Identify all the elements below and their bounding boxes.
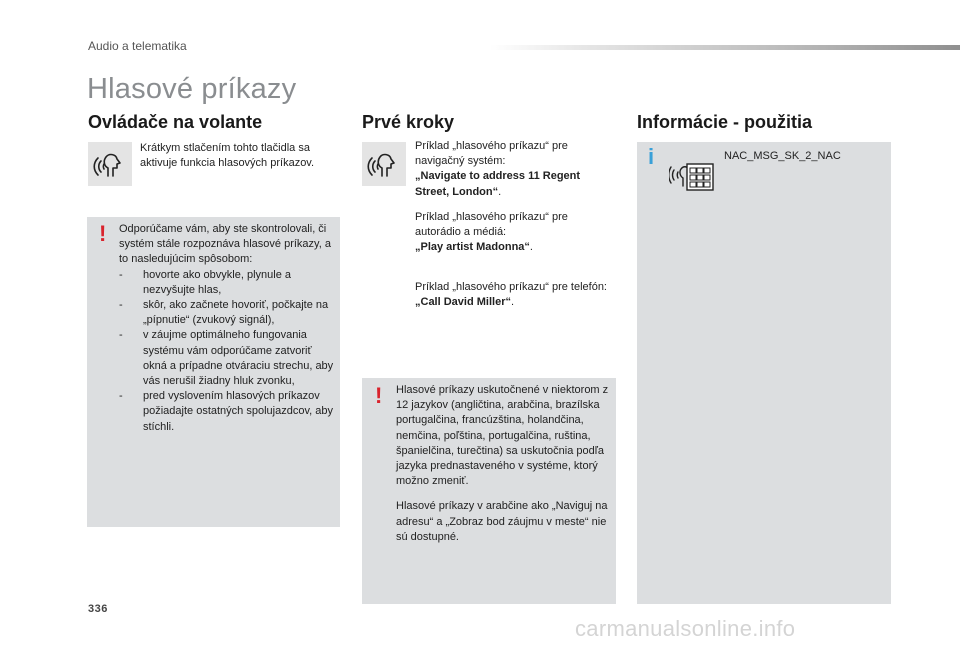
example-navigation: [415, 139, 610, 200]
watermark: carmanualsonline.info: [575, 616, 796, 641]
example-end: .: [529, 241, 533, 254]
warning-text-steering: [119, 222, 337, 435]
list-item: - skôr, ako začnete hovoriť, počkajte na „pípnutie“ (zvukový signál),: [119, 298, 337, 328]
list-item: - v záujme optimálneho fungovania systému vám odporúčame zatvoriť okná a prípadne otváraciu strechu, aby vás nerušil žiadny hluk zvonku,: [119, 328, 337, 389]
warning-paragraph: Hlasové príkazy uskutočnené v niektorom z 12 jazykov (angličtina, arabčina, brazílska portugalčina, francúzština, holandčina, nemčina, poľština, portugalčina, ruština, španielčina, turečtina) sa uskutočnia podľa jazyka prednastaveného v systéme, ktorý možno zmeniť.: [396, 384, 609, 488]
example-end: .: [498, 185, 502, 198]
list-item: - hovorte ako obvykle, plynule a nezvyšujte hlas,: [119, 268, 337, 298]
header-bar: [490, 45, 960, 50]
voice-command-icon: [88, 142, 132, 186]
example-label: Príklad „hlasového príkazu“ pre navigačný systém:: [415, 140, 568, 168]
warning-list: [119, 268, 337, 435]
example-command: „Call David Miller“: [415, 296, 511, 309]
warning-exclamation-icon: !: [99, 221, 107, 246]
heading-steering-controls: Ovládače na volante: [88, 112, 263, 132]
warning-paragraph: Hlasové príkazy v arabčine ako „Naviguj na adresu“ a „Zobraz bod záujmu v meste“ nie sú dostupné.: [396, 500, 608, 543]
page-number: 336: [88, 603, 108, 615]
info-text: NAC_MSG_SK_2_NAC: [724, 150, 841, 162]
example-label: Príklad „hlasového príkazu“ pre telefón:: [415, 281, 607, 293]
list-item: - pred vyslovením hlasových príkazov požiadajte ostatných spolujazdcov, aby stíchli.: [119, 389, 337, 435]
warning-intro: Odporúčame vám, aby ste skontrolovali, či systém stále rozpoznáva hlasové príkazy, a to nasledujúcim spôsobom:: [119, 223, 331, 266]
voice-screen-icon: [669, 150, 717, 194]
example-phone: [415, 280, 610, 310]
example-command: „Navigate to address 11 Regent Street, London“: [415, 170, 581, 198]
info-box: [637, 142, 891, 604]
voice-command-icon: [362, 142, 406, 186]
warning-box-steering: [87, 217, 340, 527]
example-label: Príklad „hlasového príkazu“ pre autorádio a médiá:: [415, 211, 568, 239]
example-radio: [415, 210, 610, 256]
info-icon: i: [648, 144, 655, 169]
section-label: Audio a telematika: [88, 39, 187, 53]
page-title: Hlasové príkazy: [87, 73, 297, 105]
steering-intro-text: Krátkym stlačením tohto tlačidla sa aktivuje funkcia hlasových príkazov.: [140, 142, 315, 170]
warning-text-languages: [396, 383, 610, 545]
example-command: „Play artist Madonna“: [415, 241, 530, 254]
heading-first-steps: Prvé kroky: [362, 112, 455, 132]
example-end: .: [510, 296, 515, 309]
warning-exclamation-icon: !: [375, 383, 383, 408]
warning-box-languages: [362, 378, 616, 604]
heading-info-usage: Informácie - použitia: [637, 112, 813, 132]
